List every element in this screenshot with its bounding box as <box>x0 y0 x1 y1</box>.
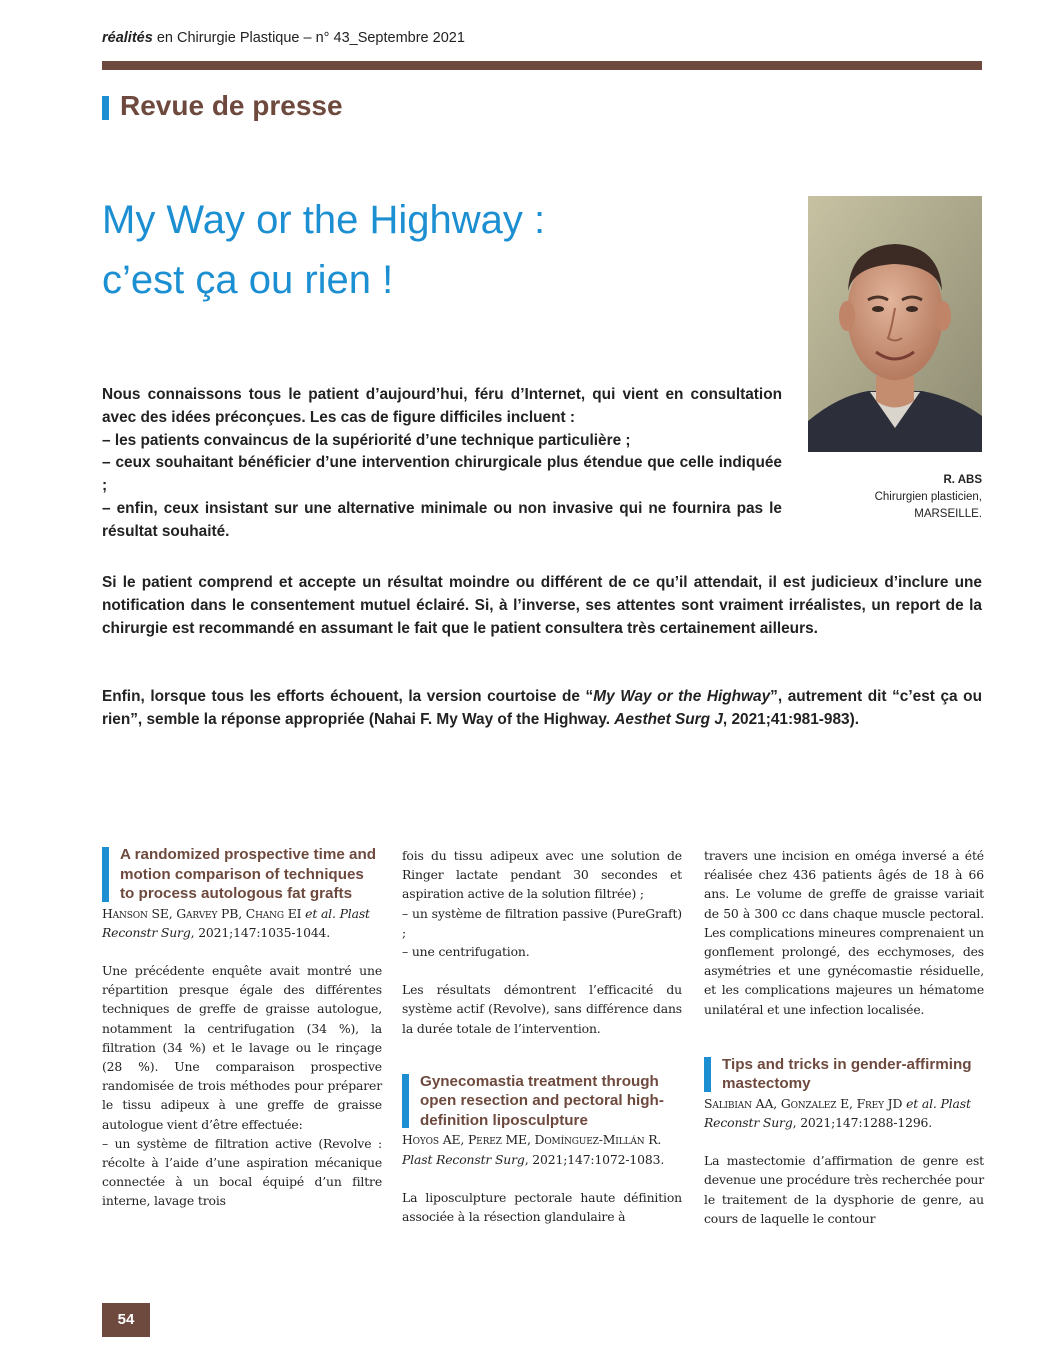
author-photo <box>808 196 982 452</box>
author-name: R. ABS <box>943 474 982 486</box>
journal-issue: en Chirurgie Plastique – n° 43_Septembre 2021 <box>152 30 465 46</box>
body-paragraph-3: Enfin, lorsque tous les efforts échouent, la version courtoise de “My Way or the Highway”, autrement dit “c’est ça ou rien”, semble la réponse appropriée (Nahai F. My Way of the Highway. Aesthet Surg J, 2021;41:981-983). <box>102 688 982 728</box>
review-1-text: – un système de filtration active (Revolve : récolte à l’aide d’une aspiration mécanique connectée à un bocal équipé d’un filtre interne, lavage trois <box>102 1135 382 1209</box>
body-paragraph-2: Si le patient comprend et accepte un résultat moindre ou différent de ce qu’il attendait, il est judicieux d’inclure une notification dans le consentement mutuel éclairé. Si, à l’inverse, ses attentes sont vraiment irréalistes, un report de la chirurgie est recommandé en assumant le fait que le patient consultera très certainement ailleurs. <box>102 574 982 637</box>
review-2-authors: Hoyos AE, Perez ME, Domínguez-Millán R. Plast Reconstr Surg, 2021;147:1072-1083. <box>402 1132 665 1167</box>
review-1-text: – un système de filtration passive (PureGraft) ; <box>402 905 682 940</box>
author-role: Chirurgien plasticien, <box>874 491 982 503</box>
intro-line: – enfin, ceux insistant sur une alternative minimale ou non invasive qui ne fournira pas le résultat souhaité. <box>102 499 782 540</box>
intro-line: – ceux souhaitant bénéficier d’une intervention chirurgicale plus étendue que celle indiquée ; <box>102 454 782 495</box>
review-3-text: La mastectomie d’affirmation de genre est devenue une procédure très recherchée pour le traitement de la dysphorie de genre, au cours de laquelle le contour <box>704 1153 984 1226</box>
running-header <box>102 30 465 46</box>
section-marker <box>102 96 109 120</box>
author-caption <box>875 472 982 523</box>
review-1-text: Les résultats démontrent l’efficacité du système actif (Revolve), sans différence dans la durée totale de l’intervention. <box>402 982 682 1036</box>
intro-paragraph <box>102 384 782 544</box>
column-3 <box>704 846 984 1228</box>
journal-name: réalités <box>102 30 153 46</box>
article-title-line-2: c’est ça ou rien ! <box>102 258 394 302</box>
review-1-text: fois du tissu adipeux avec une solution de Ringer lactate pendant 30 secondes et aspiration active de la solution filtrée) ; <box>402 848 682 902</box>
review-2-text: La liposculpture pectorale haute définition associée à la résection glandulaire à <box>402 1189 682 1224</box>
review-2-text: travers une incision en oméga inversé a été réalisée chez 436 patients âgés de 18 à 66 ans. Le volume de greffe de graisse variait de 50 à 300 cc dans chaque muscle pectoral. Les complications mineures comprenaient un gonflement prolongé, des ecchymoses, des asymétries et une gynécomastie résiduelle, et les complications majeures un hématome unilatéral et une infection localisée. <box>704 848 984 1017</box>
intro-line: Nous connaissons tous le patient d’aujourd’hui, féru d’Internet, qui vient en consultation avec des idées préconçues. Les cas de figure difficiles incluent : <box>102 386 782 426</box>
column-2 <box>402 846 682 1226</box>
review-1-text: Une précédente enquête avait montré une répartition presque égale des différentes techniques de greffe de graisse autologue, notamment la centrifugation (34 %), la filtration (34 %) et le lavage ou le rinçage (28 %). Une comparaison prospective randomisée de trois méthodes pour préparer le tissu adipeux à une greffe de graisse autologue vient d’être effectuée: <box>102 962 382 1132</box>
review-1-authors: Hanson SE, Garvey PB, Chang EI et al. Plast Reconstr Surg, 2021;147:1035-1044. <box>102 905 370 940</box>
header-rule <box>102 61 982 70</box>
review-2-title: Gynecomastia treatment through open resection and pectoral high-definition liposculpture <box>402 1072 682 1131</box>
review-3-title: Tips and tricks in gender-affirming mastectomy <box>704 1055 984 1094</box>
review-3-authors: Salibian AA, Gonzalez E, Frey JD et al. Plast Reconstr Surg, 2021;147:1288-1296. <box>704 1095 971 1131</box>
article-title <box>102 190 545 310</box>
review-1-title: A randomized prospective time and motion comparison of techniques to process autologous fat grafts <box>102 845 382 904</box>
review-1-text: – une centrifugation. <box>402 944 530 960</box>
article-title-line-1: My Way or the Highway : <box>102 198 546 242</box>
page-number: 54 <box>102 1303 150 1337</box>
author-city: MARSEILLE. <box>914 508 982 520</box>
section-title: Revue de presse <box>120 90 343 121</box>
column-1 <box>102 845 382 1211</box>
intro-line: – les patients convaincus de la supériorité d’une technique particulière ; <box>102 431 631 449</box>
